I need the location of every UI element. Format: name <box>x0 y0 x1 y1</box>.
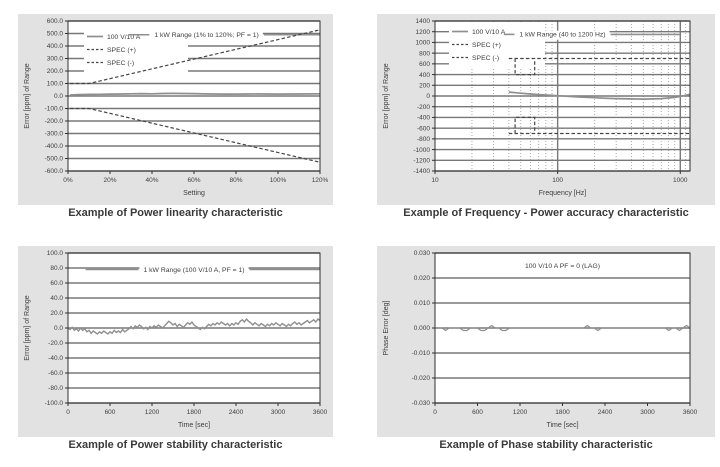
svg-text:0.030: 0.030 <box>413 250 430 258</box>
svg-text:600.0: 600.0 <box>46 18 63 26</box>
svg-text:-600.0: -600.0 <box>44 168 63 176</box>
y-axis <box>413 18 435 175</box>
svg-text:100%: 100% <box>269 177 287 184</box>
y-axis <box>45 250 68 407</box>
svg-text:120%: 120% <box>311 177 329 184</box>
svg-text:3000: 3000 <box>640 409 655 416</box>
svg-text:600: 600 <box>419 61 430 69</box>
svg-text:1 kW Range (40 to 1200 Hz): 1 kW Range (40 to 1200 Hz) <box>519 31 606 39</box>
svg-text:100.0: 100.0 <box>46 80 63 88</box>
svg-text:-1400: -1400 <box>413 168 430 176</box>
svg-text:20.0: 20.0 <box>50 310 63 318</box>
power-stability-chart <box>18 246 333 437</box>
svg-text:1200: 1200 <box>144 409 160 416</box>
svg-text:0.0: 0.0 <box>53 93 63 101</box>
svg-text:1000: 1000 <box>415 39 430 47</box>
svg-text:0: 0 <box>433 409 437 416</box>
svg-text:-0.030: -0.030 <box>411 400 430 408</box>
svg-text:SPEC (-): SPEC (-) <box>107 60 135 67</box>
svg-text:0: 0 <box>426 93 430 101</box>
svg-text:-80.0: -80.0 <box>48 385 63 393</box>
svg-text:600: 600 <box>472 409 483 416</box>
svg-text:200.0: 200.0 <box>46 68 63 76</box>
svg-text:0.010: 0.010 <box>413 300 430 308</box>
svg-text:-300.0: -300.0 <box>44 130 63 138</box>
svg-text:0.000: 0.000 <box>413 325 430 333</box>
annotation <box>521 262 604 271</box>
y-axis-title: Error [ppm] of Range <box>24 63 31 129</box>
frequency-accuracy-caption: Example of Frequency - Power accuracy characteristic <box>403 207 689 219</box>
svg-text:1000: 1000 <box>673 177 688 184</box>
y-axis-title: Phase Error [deg] <box>383 300 390 356</box>
phase-stability-panel <box>377 246 715 437</box>
svg-text:300.0: 300.0 <box>46 55 63 63</box>
svg-text:Frequency [Hz]: Frequency [Hz] <box>538 190 587 197</box>
svg-text:60.0: 60.0 <box>50 280 63 288</box>
svg-text:-1200: -1200 <box>413 157 430 165</box>
svg-text:80%: 80% <box>229 177 243 184</box>
svg-text:1400: 1400 <box>415 18 430 26</box>
power-linearity-panel <box>18 14 333 205</box>
svg-text:-1000: -1000 <box>413 146 430 154</box>
svg-text:60%: 60% <box>187 177 201 184</box>
svg-text:-0.010: -0.010 <box>411 350 430 358</box>
svg-text:80.0: 80.0 <box>50 265 63 273</box>
svg-text:2400: 2400 <box>228 409 244 416</box>
svg-text:1800: 1800 <box>555 409 570 416</box>
x-axis <box>431 171 688 197</box>
y-axis-title: Error [ppm] of Range <box>383 63 390 129</box>
svg-text:SPEC (+): SPEC (+) <box>472 42 501 49</box>
svg-text:3600: 3600 <box>682 409 698 416</box>
y-axis-title: Error [ppm] of Range <box>24 295 31 361</box>
svg-text:400: 400 <box>419 71 430 79</box>
svg-text:2400: 2400 <box>597 409 613 416</box>
svg-text:0.020: 0.020 <box>413 275 430 283</box>
svg-text:1800: 1800 <box>186 409 202 416</box>
x-axis <box>63 171 328 197</box>
svg-text:40%: 40% <box>145 177 159 184</box>
svg-text:-40.0: -40.0 <box>48 355 63 363</box>
svg-text:10: 10 <box>431 177 439 184</box>
svg-text:500.0: 500.0 <box>46 30 63 38</box>
svg-text:1200: 1200 <box>512 409 528 416</box>
svg-text:-100.0: -100.0 <box>44 400 63 408</box>
x-axis <box>66 403 327 429</box>
svg-text:100 V/10 A PF = 0 (LAG): 100 V/10 A PF = 0 (LAG) <box>525 262 600 270</box>
phase-stability-caption: Example of Phase stability characteristic <box>439 439 653 451</box>
svg-text:800: 800 <box>419 50 430 58</box>
svg-text:Setting: Setting <box>183 190 205 197</box>
svg-text:0%: 0% <box>63 177 73 184</box>
svg-text:3000: 3000 <box>270 409 286 416</box>
svg-text:100: 100 <box>552 177 564 184</box>
svg-text:-800: -800 <box>416 136 430 144</box>
svg-text:-60.0: -60.0 <box>48 370 63 378</box>
x-axis <box>433 403 697 429</box>
power-linearity-chart <box>18 14 333 205</box>
y-axis <box>412 250 435 407</box>
svg-text:-200.0: -200.0 <box>44 118 63 126</box>
power-linearity-caption: Example of Power linearity characteristic <box>68 207 283 219</box>
power-stability-caption: Example of Power stability characteristic <box>68 439 283 451</box>
phase-stability-chart <box>377 246 715 437</box>
svg-text:SPEC (+): SPEC (+) <box>107 47 136 54</box>
svg-text:1 kW Range (1% to 120%; PF = 1: 1 kW Range (1% to 120%; PF = 1) <box>154 32 259 40</box>
svg-text:-0.020: -0.020 <box>411 375 430 383</box>
svg-text:SPEC (-): SPEC (-) <box>472 55 500 62</box>
svg-text:100 V/10 A: 100 V/10 A <box>472 29 506 36</box>
legend <box>449 23 545 68</box>
svg-text:-600: -600 <box>416 125 430 133</box>
svg-text:-200: -200 <box>416 103 430 111</box>
svg-text:0.0: 0.0 <box>53 325 63 333</box>
svg-text:-400.0: -400.0 <box>44 143 63 151</box>
frequency-power-accuracy-chart <box>377 14 715 205</box>
svg-text:20%: 20% <box>103 177 117 184</box>
power-stability-panel <box>18 246 333 437</box>
frequency-accuracy-panel <box>377 14 715 205</box>
svg-text:Time [sec]: Time [sec] <box>177 422 211 429</box>
svg-text:-500.0: -500.0 <box>44 155 63 163</box>
svg-text:100 V/10 A: 100 V/10 A <box>107 34 141 41</box>
svg-text:400.0: 400.0 <box>46 43 63 51</box>
svg-text:100.0: 100.0 <box>46 250 63 258</box>
svg-text:-400: -400 <box>416 114 430 122</box>
svg-text:40.0: 40.0 <box>50 295 63 303</box>
svg-text:600: 600 <box>104 409 116 416</box>
svg-text:1 kW Range (100 V/10 A, PF = 1: 1 kW Range (100 V/10 A, PF = 1) <box>143 266 245 274</box>
svg-text:0: 0 <box>66 409 70 416</box>
svg-text:-100.0: -100.0 <box>44 105 63 113</box>
svg-text:3600: 3600 <box>312 409 328 416</box>
svg-text:200: 200 <box>419 82 430 90</box>
svg-text:-20.0: -20.0 <box>48 340 63 348</box>
y-axis <box>45 18 68 175</box>
svg-text:1200: 1200 <box>415 28 430 36</box>
svg-text:Time [sec]: Time [sec] <box>546 422 579 429</box>
